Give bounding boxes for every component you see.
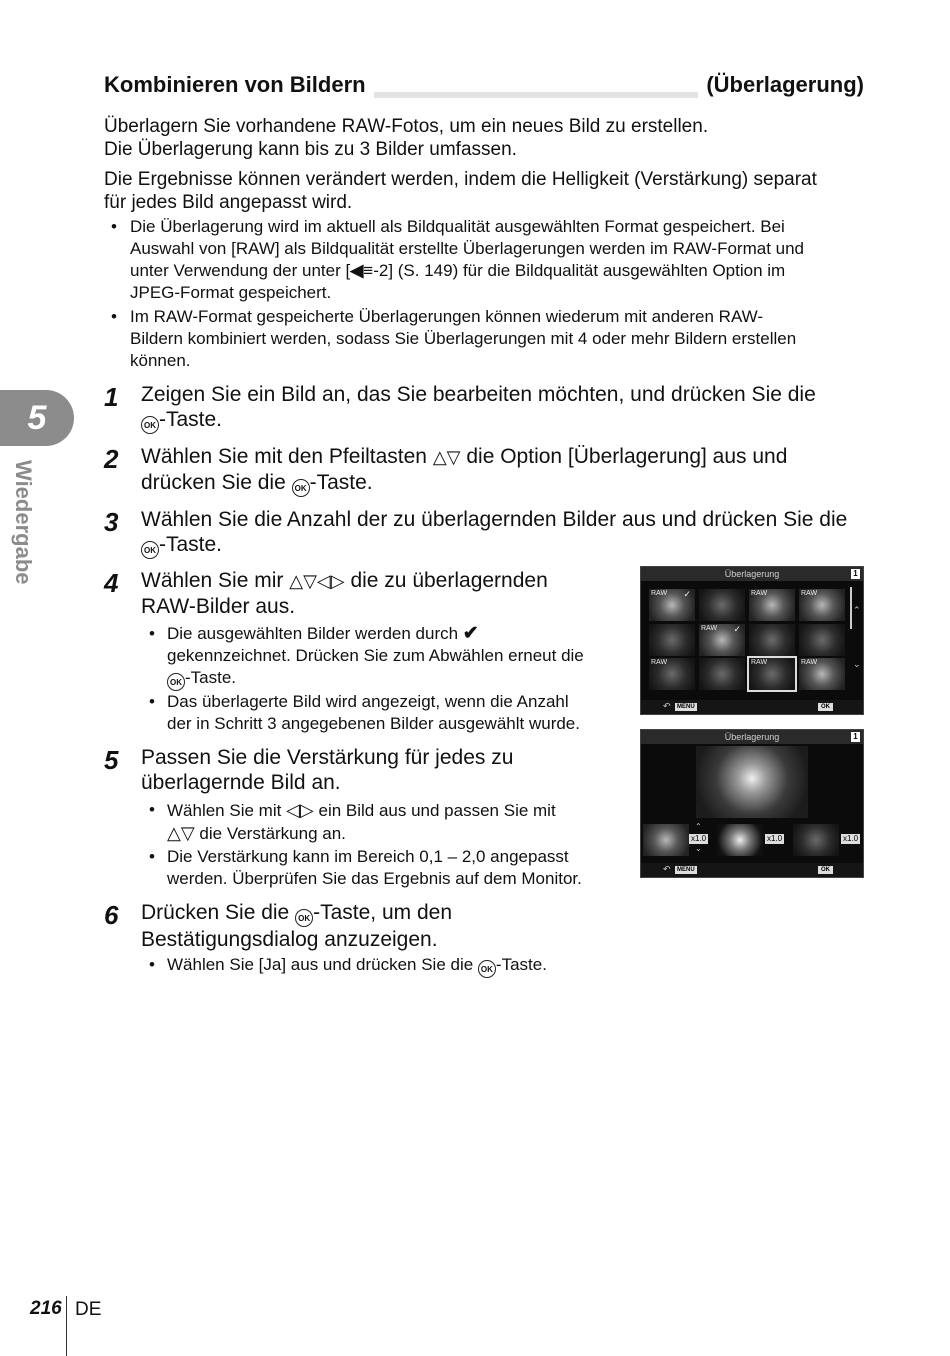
step-line-text: -Taste. bbox=[159, 533, 223, 556]
footer-divider bbox=[66, 1296, 67, 1356]
step-line bbox=[141, 444, 787, 470]
raw-label: RAW bbox=[701, 625, 718, 632]
ok-button-icon: OK bbox=[167, 673, 185, 691]
gain-value[interactable]: x1.0 bbox=[691, 834, 707, 843]
raw-label: RAW bbox=[801, 659, 818, 666]
step-line-text: Wählen Sie mit den Pfeiltasten bbox=[141, 445, 427, 468]
step-text bbox=[141, 507, 847, 559]
chevron-up-icon: ⌃ bbox=[695, 822, 702, 831]
screen-header: Überlagerung bbox=[641, 567, 863, 581]
step-number: 2 bbox=[104, 444, 119, 474]
card-slot-badge: 1 bbox=[851, 732, 860, 742]
sub-text: Wählen Sie mit bbox=[167, 801, 282, 820]
step-line-text: Drücken Sie die bbox=[141, 901, 290, 924]
step-number: 4 bbox=[104, 568, 119, 598]
step-number: 1 bbox=[104, 382, 119, 412]
image-thumbnail[interactable] bbox=[699, 624, 745, 656]
camera-screen-selection bbox=[640, 566, 864, 715]
sub-bullet bbox=[149, 799, 627, 845]
bullet-item bbox=[111, 306, 870, 372]
step-line-text: die Option [Überlagerung] aus und bbox=[466, 445, 788, 468]
step-line: RAW-Bilder aus. bbox=[141, 595, 296, 618]
intro-line: für jedes Bild angepasst wird. bbox=[104, 192, 353, 213]
page-title: Kombinieren von Bildern bbox=[104, 72, 374, 98]
intro-line: Überlagern Sie vorhandene RAW-Fotos, um ein neues Bild zu erstellen. bbox=[104, 116, 709, 137]
bullet-dot: • bbox=[149, 800, 155, 819]
bullet-line: Bildern kombiniert werden, sodass Sie Überlagerungen mit 4 oder mehr Bildern erstellen bbox=[130, 329, 797, 348]
ok-button-icon: OK bbox=[478, 960, 496, 978]
image-thumbnail[interactable] bbox=[799, 589, 845, 621]
bullet-dot: • bbox=[149, 624, 155, 643]
sub-bullet bbox=[149, 623, 627, 691]
image-thumbnail[interactable] bbox=[799, 658, 845, 690]
checkmark-icon: ✓ bbox=[683, 589, 691, 599]
ok-button-icon: OK bbox=[295, 909, 313, 927]
back-arrow-icon: ↶ bbox=[663, 864, 671, 874]
step-line bbox=[141, 470, 787, 497]
chapter-label: Wiedergabe bbox=[11, 460, 36, 585]
bullet-dot: • bbox=[111, 217, 117, 236]
sub-line bbox=[167, 623, 627, 645]
overlay-preview-image bbox=[696, 746, 808, 818]
ok-button-icon: OK bbox=[292, 479, 310, 497]
step-line bbox=[141, 407, 816, 434]
up-down-arrow-icon: △▽ bbox=[432, 447, 461, 467]
step-line bbox=[141, 568, 548, 594]
step-number: 3 bbox=[104, 507, 119, 537]
checkmark-icon: ✔ bbox=[462, 623, 479, 644]
step-line: Bestätigungsdialog anzuzeigen. bbox=[141, 928, 438, 951]
bullet-line: Die Überlagerung wird im aktuell als Bildqualität ausgewählten Format gespeichert. Bei bbox=[130, 217, 785, 236]
ok-button[interactable]: OK bbox=[818, 866, 833, 874]
chevron-down-icon: ⌄ bbox=[853, 659, 861, 669]
step-line bbox=[141, 532, 847, 559]
step-line bbox=[141, 900, 452, 927]
screen-footer bbox=[641, 700, 863, 714]
sub-line: der in Schritt 3 angegebenen Bilder ausgewählt wurde. bbox=[167, 714, 580, 733]
bullet-dot: • bbox=[149, 692, 155, 711]
step-text bbox=[141, 382, 816, 434]
image-thumbnail[interactable] bbox=[649, 658, 695, 690]
sub-line: werden. Überprüfen Sie das Ergebnis auf dem Monitor. bbox=[167, 869, 582, 888]
sub-line: Die Verstärkung kann im Bereich 0,1 – 2,0 angepasst bbox=[167, 847, 569, 866]
ok-button-icon: OK bbox=[141, 416, 159, 434]
image-thumbnail[interactable] bbox=[699, 589, 745, 621]
sub-bullet bbox=[149, 691, 627, 735]
gain-value[interactable]: x1.0 bbox=[767, 834, 783, 843]
sub-line bbox=[167, 667, 627, 691]
section-title-bar bbox=[104, 72, 864, 102]
language-code: DE bbox=[75, 1299, 102, 1320]
bullet-dot: • bbox=[149, 847, 155, 866]
bullet-text: unter Verwendung der unter [ bbox=[130, 261, 351, 280]
step-line: Zeigen Sie ein Bild an, das Sie bearbeiten möchten, und drücken Sie die bbox=[141, 383, 816, 406]
image-thumbnail[interactable] bbox=[749, 589, 795, 621]
bullet-line: können. bbox=[130, 351, 191, 370]
step-text bbox=[141, 900, 452, 952]
step-text bbox=[141, 444, 787, 497]
left-right-arrow-icon: ◁▷ bbox=[286, 800, 314, 820]
intro-paragraph-1 bbox=[104, 115, 708, 161]
step-line: überlagernde Bild an. bbox=[141, 771, 341, 794]
image-thumbnail[interactable] bbox=[649, 624, 695, 656]
bullet-dot: • bbox=[111, 307, 117, 326]
gain-value[interactable]: x1.0 bbox=[843, 834, 859, 843]
bullet-line: Im RAW-Format gespeicherte Überlagerungen können wiederum mit anderen RAW- bbox=[130, 307, 764, 326]
bullet-dot: • bbox=[149, 955, 155, 974]
chevron-down-icon: ⌄ bbox=[695, 844, 702, 853]
bullet-text: -2] (S. 149) für die Bildqualität ausgewählten Option im bbox=[373, 261, 786, 280]
sub-line bbox=[167, 954, 627, 978]
step-line-text: -Taste, um den bbox=[313, 901, 452, 924]
raw-label: RAW bbox=[751, 659, 768, 666]
ok-button-icon: OK bbox=[141, 541, 159, 559]
screen-header: Überlagerung bbox=[641, 730, 863, 744]
bullet-line: JPEG-Format gespeichert. bbox=[130, 283, 332, 302]
sub-bullet bbox=[149, 954, 627, 978]
ok-button[interactable]: OK bbox=[818, 703, 833, 711]
sub-line: Das überlagerte Bild wird angezeigt, wenn die Anzahl bbox=[167, 692, 569, 711]
sub-text: -Taste. bbox=[185, 668, 237, 687]
step-line-text: -Taste. bbox=[159, 408, 223, 431]
raw-label: RAW bbox=[801, 590, 818, 597]
step-line: Wählen Sie die Anzahl der zu überlagernden Bilder aus und drücken Sie die bbox=[141, 508, 848, 531]
menu-button[interactable]: MENU bbox=[677, 704, 695, 710]
up-down-arrow-icon: △▽ bbox=[167, 823, 195, 843]
bullet-line bbox=[130, 260, 870, 282]
step-number: 6 bbox=[104, 900, 119, 930]
sub-text: ein Bild aus und passen Sie mit bbox=[318, 801, 556, 820]
card-slot-badge: 1 bbox=[851, 569, 860, 579]
sub-text: Die ausgewählten Bilder werden durch bbox=[167, 624, 459, 643]
sub-line: gekennzeichnet. Drücken Sie zum Abwählen erneut die bbox=[167, 646, 584, 665]
bullet-line: Auswahl von [RAW] als Bildqualität erstellte Überlagerungen werden im RAW-Format und bbox=[130, 239, 804, 258]
step-text bbox=[141, 568, 548, 619]
step-line-text: Wählen Sie mir bbox=[141, 569, 284, 592]
step-line-text: drücken Sie die bbox=[141, 471, 286, 494]
scrollbar[interactable] bbox=[850, 587, 852, 629]
image-thumbnail[interactable] bbox=[699, 658, 745, 690]
image-thumbnail[interactable] bbox=[649, 589, 695, 621]
screen-footer bbox=[641, 863, 863, 877]
step-line-text: -Taste. bbox=[309, 471, 373, 494]
image-thumbnail[interactable] bbox=[749, 624, 795, 656]
sub-line bbox=[167, 822, 627, 845]
image-thumbnail-selected[interactable] bbox=[749, 658, 795, 690]
sub-text: -Taste. bbox=[495, 955, 547, 974]
checkmark-icon: ✓ bbox=[733, 624, 741, 634]
intro-paragraph-2 bbox=[104, 168, 817, 214]
menu-arrow-icon: ◀≡ bbox=[350, 261, 374, 280]
image-thumbnail[interactable] bbox=[717, 824, 763, 856]
step-text bbox=[141, 745, 513, 795]
step-number: 5 bbox=[104, 745, 119, 775]
raw-label: RAW bbox=[651, 659, 668, 666]
image-thumbnail[interactable] bbox=[643, 824, 689, 856]
page-subtitle: (Überlagerung) bbox=[698, 72, 864, 98]
raw-label: RAW bbox=[751, 590, 768, 597]
sub-bullet bbox=[149, 846, 627, 890]
raw-label: RAW bbox=[651, 590, 668, 597]
chapter-number: 5 bbox=[27, 399, 47, 437]
chevron-up-icon: ⌃ bbox=[853, 605, 861, 615]
menu-button[interactable]: MENU bbox=[677, 867, 695, 873]
step-line-text: die zu überlagernden bbox=[350, 569, 548, 592]
chapter-label-box bbox=[6, 460, 66, 600]
sub-text: die Verstärkung an. bbox=[199, 824, 346, 843]
image-thumbnail[interactable] bbox=[793, 824, 839, 856]
bullet-item bbox=[111, 216, 870, 304]
intro-line: Die Ergebnisse können verändert werden, indem die Helligkeit (Verstärkung) separat bbox=[104, 169, 817, 190]
step-line: Passen Sie die Verstärkung für jedes zu bbox=[141, 746, 514, 769]
intro-line: Die Überlagerung kann bis zu 3 Bilder umfassen. bbox=[104, 139, 517, 160]
sub-line bbox=[167, 799, 627, 822]
camera-screen-gain bbox=[640, 729, 864, 878]
four-way-arrow-icon: △▽◁▷ bbox=[289, 571, 345, 591]
back-arrow-icon: ↶ bbox=[663, 701, 671, 711]
image-thumbnail[interactable] bbox=[799, 624, 845, 656]
page-number: 216 bbox=[30, 1298, 62, 1319]
sub-text: Wählen Sie [Ja] aus und drücken Sie die bbox=[167, 955, 474, 974]
